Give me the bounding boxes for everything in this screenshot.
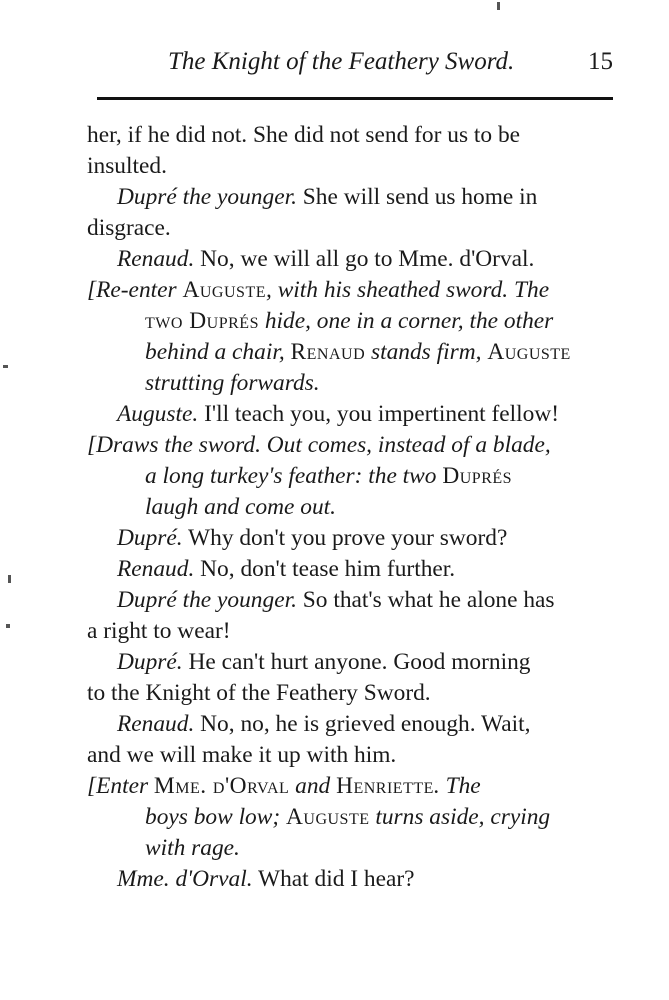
speaker-name: Renaud. — [117, 246, 195, 272]
text-line: Dupré. He can't hurt anyone. Good morning — [117, 649, 531, 675]
stage-direction-line: strutting forwards. — [145, 370, 320, 396]
text-line: Renaud. No, don't tease him further. — [117, 556, 456, 582]
scan-mark — [8, 575, 11, 583]
stage-direction-line: [Re-enter Auguste, with his sheathed sword. The — [87, 277, 550, 303]
stage-direction-line: a long turkey's feather: the two Duprés — [145, 463, 513, 489]
text-line: Dupré. Why don't you prove your sword? — [117, 525, 508, 551]
text-line: disgrace. — [87, 215, 171, 241]
text-line: Dupré the younger. So that's what he alone has — [117, 587, 555, 613]
text-line: Dupré the younger. She will send us home in — [117, 184, 538, 210]
text-line: to the Knight of the Feathery Sword. — [87, 680, 431, 706]
stage-direction-line: two Duprés hide, one in a corner, the other — [145, 308, 554, 334]
scan-mark — [6, 624, 10, 628]
speaker-name: Dupré. — [117, 525, 183, 551]
running-header-title: The Knight of the Feathery Sword. — [168, 48, 515, 75]
speaker-name: Dupré the younger. — [117, 184, 297, 210]
text-line: insulted. — [87, 153, 167, 179]
text-line: Mme. d'Orval. What did I hear? — [117, 866, 415, 892]
speaker-name: Renaud. — [117, 556, 195, 582]
text-line: a right to wear! — [87, 618, 231, 644]
page-number: 15 — [588, 48, 613, 75]
scan-mark — [3, 365, 8, 368]
text-line: Auguste. I'll teach you, you impertinent fellow! — [117, 401, 560, 427]
stage-direction-line: behind a chair, Renaud stands firm, Auguste — [145, 339, 571, 365]
speaker-name: Auguste. — [117, 401, 199, 427]
speaker-name: Dupré the younger. — [117, 587, 297, 613]
stage-direction-line: laugh and come out. — [145, 494, 336, 520]
stage-direction-line: with rage. — [145, 835, 240, 861]
stage-direction-line: [Enter Mme. d'Orval and Henriette. The — [87, 773, 481, 799]
text-line: Renaud. No, no, he is grieved enough. Wait, — [117, 711, 531, 737]
text-line: Renaud. No, we will all go to Mme. d'Orval. — [117, 246, 535, 272]
speaker-name: Renaud. — [117, 711, 195, 737]
stage-direction-line: [Draws the sword. Out comes, instead of a blade, — [87, 432, 551, 458]
header-rule — [97, 97, 613, 100]
stage-direction-line: boys bow low; Auguste turns aside, crying — [145, 804, 551, 830]
scan-mark — [497, 2, 500, 10]
text-line: and we will make it up with him. — [87, 742, 397, 768]
text-line: her, if he did not. She did not send for us to be — [87, 122, 521, 148]
speaker-name: Dupré. — [117, 649, 183, 675]
speaker-name: Mme. d'Orval. — [117, 866, 253, 892]
